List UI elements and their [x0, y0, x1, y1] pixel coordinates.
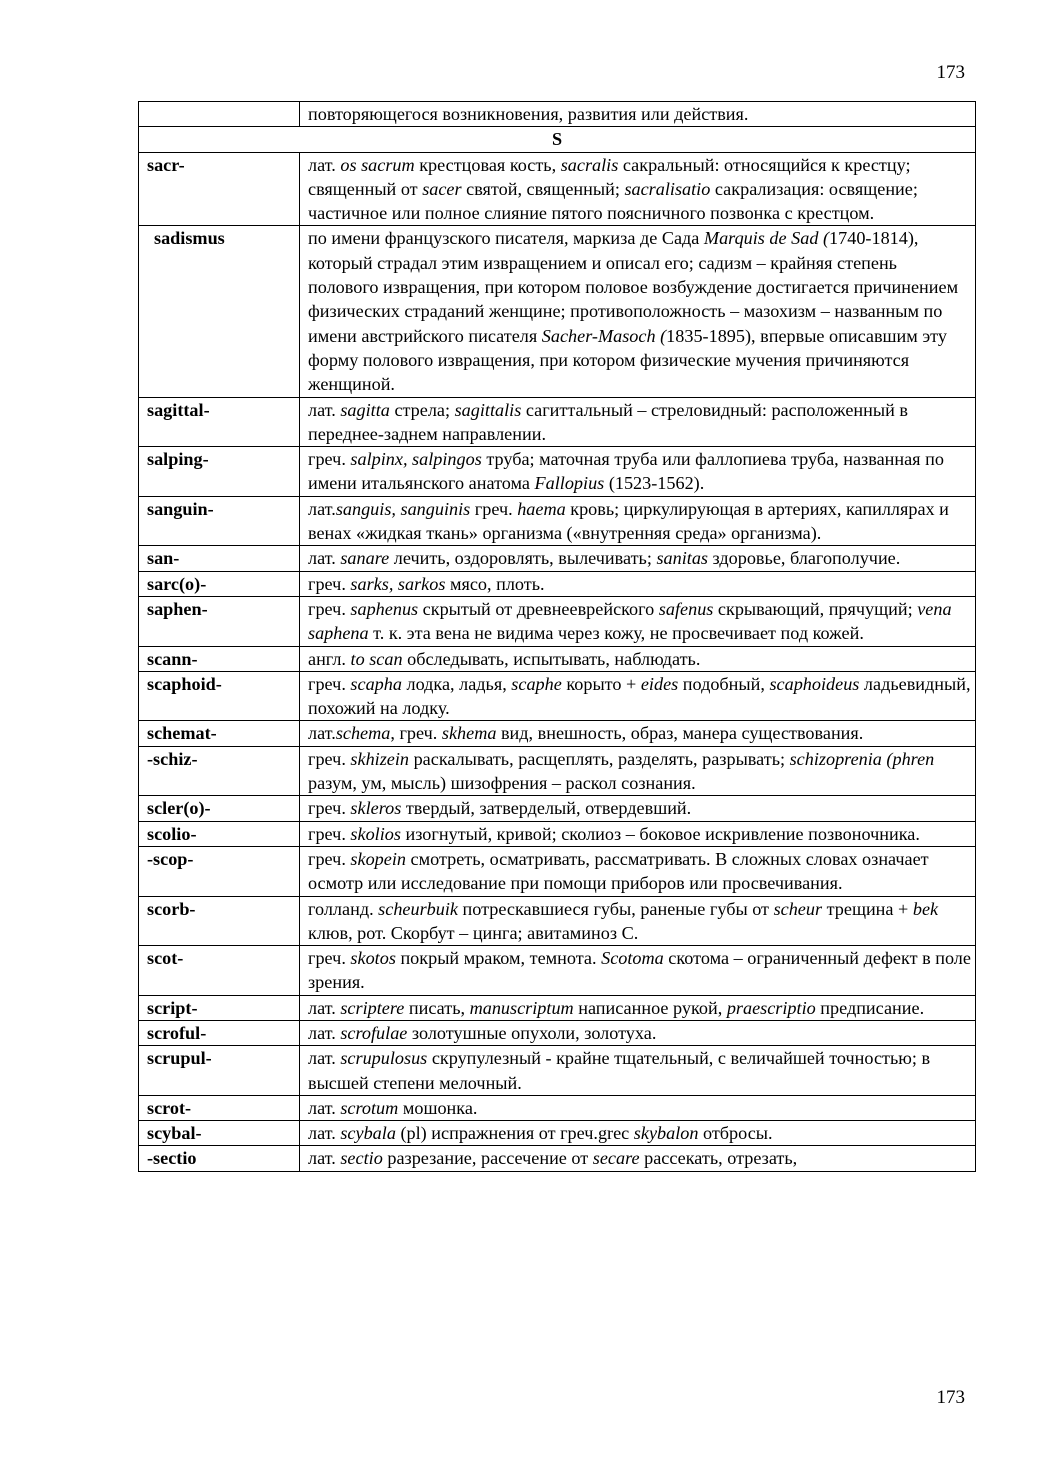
- definition-italic-text: haema: [517, 498, 566, 519]
- entry-definition: [300, 226, 976, 397]
- dictionary-table-body: [139, 102, 976, 1172]
- definition-italic-text: skhema: [441, 723, 497, 744]
- entry-term: scorb-: [139, 896, 300, 946]
- definition-text: скрывающий, прячущий;: [713, 598, 918, 619]
- section-letter: S: [139, 127, 976, 152]
- entry-term: salping-: [139, 447, 300, 497]
- entry-term: sagittal-: [139, 397, 300, 447]
- dictionary-entry-row: [139, 671, 976, 721]
- dictionary-entry-row: [139, 1121, 976, 1146]
- entry-definition: [300, 1095, 976, 1120]
- definition-text: лат.: [308, 498, 336, 519]
- entry-term: schemat-: [139, 721, 300, 746]
- definition-italic-text: sagittalis: [454, 399, 522, 420]
- dictionary-entry-row: [139, 846, 976, 896]
- definition-text: обследывать, испытывать, наблюдать.: [402, 648, 701, 669]
- entry-definition: [300, 546, 976, 571]
- entry-term: -schiz-: [139, 746, 300, 796]
- entry-term: san-: [139, 546, 300, 571]
- definition-text: лат.: [308, 1123, 341, 1144]
- entry-definition: [300, 571, 976, 596]
- definition-italic-text: sectio: [340, 1148, 383, 1169]
- definition-text: ладьевидный, похожий на лодку.: [308, 673, 971, 719]
- definition-text: трещина +: [822, 898, 913, 919]
- section-letter-row: [139, 127, 976, 152]
- definition-text: (1523-1562).: [604, 473, 705, 494]
- definition-text: золотушные опухоли, золотуха.: [407, 1022, 657, 1043]
- definition-text: греч.: [308, 598, 351, 619]
- definition-text: скотома – ограниченный дефект в поле зрения.: [308, 948, 971, 993]
- definition-italic-text: to scan: [350, 648, 403, 669]
- definition-text: писать,: [404, 997, 470, 1018]
- definition-italic-text: skopein: [350, 848, 406, 869]
- entry-term: scler(o)-: [139, 796, 300, 821]
- definition-italic-text: skhizein: [350, 748, 410, 769]
- definition-italic-text: bek: [912, 898, 939, 919]
- definition-text: покрый мраком, темнота.: [395, 948, 602, 969]
- definition-text: лодка, ладья,: [401, 673, 512, 694]
- entry-term: scaphoid-: [139, 671, 300, 721]
- entry-term: scot-: [139, 946, 300, 996]
- definition-text: по имени французского писателя, маркиза де Сада: [308, 228, 704, 249]
- definition-text: греч.: [308, 449, 351, 470]
- definition-text: крестцовая кость,: [414, 154, 561, 175]
- dictionary-table: [138, 101, 976, 1172]
- definition-text: лат.: [308, 399, 341, 420]
- entry-definition: [300, 721, 976, 746]
- entry-definition: [300, 946, 976, 996]
- entry-term: sacr-: [139, 152, 300, 226]
- definition-italic-text: sanare: [340, 548, 390, 569]
- definition-text: англ.: [308, 648, 351, 669]
- dictionary-entry-row: [139, 397, 976, 447]
- definition-text: греч.: [308, 573, 351, 594]
- definition-text: разум, ум, мысль) шизофрения – раскол сознания.: [308, 773, 696, 794]
- entry-definition: [300, 671, 976, 721]
- definition-italic-text: Scotoma: [601, 948, 664, 969]
- definition-italic-text: os sacrum: [340, 154, 415, 175]
- definition-text: лат.: [308, 1097, 341, 1118]
- definition-text: изогнутый, кривой; сколиоз – боковое искривление позвоночника.: [400, 823, 920, 844]
- definition-italic-text: scapha: [350, 673, 402, 694]
- definition-text: клюв, рот. Скорбут – цинга; авитаминоз С.: [308, 922, 639, 943]
- definition-text: сагиттальный – стреловидный: расположенный в переднее-заднем направлении.: [308, 399, 908, 444]
- definition-italic-text: sagitta: [340, 399, 390, 420]
- definition-text: разрезание, рассечение от: [382, 1148, 593, 1169]
- definition-italic-text: schema: [335, 723, 391, 744]
- definition-text: лат.: [308, 548, 341, 569]
- dictionary-entry-row: [139, 447, 976, 497]
- definition-text: стрела;: [389, 399, 455, 420]
- definition-italic-text: scaphe: [511, 673, 562, 694]
- entry-term: saphen-: [139, 596, 300, 646]
- dictionary-entry-row: [139, 1095, 976, 1120]
- dictionary-entry-row: [139, 571, 976, 596]
- definition-italic-text: scheur: [773, 898, 823, 919]
- definition-text: 1835-1895), впервые описавшим эту форму полового извращения, при котором физические мучения причиняются женщиной.: [308, 325, 947, 395]
- definition-text: скрупулезный - крайне тщательный, с величайшей точностью; в высшей степени мелочный.: [308, 1048, 931, 1093]
- definition-text: потрескавшиеся губы, раненые губы от: [457, 898, 774, 919]
- dictionary-entry-row: [139, 946, 976, 996]
- definition-italic-text: Sacher-Masoch (: [541, 325, 667, 346]
- entry-definition: [300, 995, 976, 1020]
- definition-text: , греч.: [390, 723, 442, 744]
- definition-italic-text: sacralis: [560, 154, 619, 175]
- definition-italic-text: salpinx, salpingos: [350, 449, 482, 470]
- definition-text: мясо, плоть.: [445, 573, 545, 594]
- definition-italic-text: sanguis, sanguinis: [335, 498, 471, 519]
- definition-text: вид, внешность, образ, манера существования.: [496, 723, 864, 744]
- definition-italic-text: skolios: [350, 823, 401, 844]
- entry-term: sanguin-: [139, 496, 300, 546]
- definition-text: скрытый от древнееврейского: [418, 598, 659, 619]
- definition-text: предписание.: [815, 997, 925, 1018]
- entry-definition: [300, 796, 976, 821]
- definition-text: лат.: [308, 154, 341, 175]
- entry-definition: [300, 821, 976, 846]
- definition-italic-text: skotos: [350, 948, 396, 969]
- definition-text: сакрализация: освящение; частичное или полное слияние пятого поясничного позвонка с крестцом.: [308, 178, 918, 224]
- definition-italic-text: Marquis de Sad (: [703, 228, 830, 249]
- definition-text: лат.: [308, 723, 336, 744]
- definition-text: твердый, затверделый, отвердевший.: [401, 798, 692, 819]
- definition-text: голланд.: [308, 898, 379, 919]
- entry-definition: [300, 896, 976, 946]
- definition-italic-text: scaphoideus: [769, 673, 860, 694]
- definition-italic-text: secare: [592, 1148, 640, 1169]
- dictionary-entry-row: [139, 496, 976, 546]
- definition-italic-text: Fallopius: [534, 473, 605, 494]
- definition-italic-text: scriptere: [340, 997, 405, 1018]
- entry-definition: [300, 646, 976, 671]
- dictionary-entry-row: [139, 1046, 976, 1096]
- dictionary-entry-row: [139, 226, 976, 397]
- definition-text: греч.: [470, 498, 518, 519]
- dictionary-entry-row: [139, 546, 976, 571]
- definition-text: подобный,: [678, 673, 770, 694]
- definition-text: отбросы.: [698, 1123, 773, 1144]
- entry-definition: [300, 397, 976, 447]
- dictionary-entry-row: [139, 995, 976, 1020]
- definition-text: греч.: [308, 798, 351, 819]
- dictionary-entry-row: [139, 1020, 976, 1045]
- definition-text: лат.: [308, 997, 341, 1018]
- entry-definition: [300, 152, 976, 226]
- dictionary-entry-row: [139, 721, 976, 746]
- definition-text: лечить, оздоровлять, вылечивать;: [389, 548, 657, 569]
- entry-term: scybal-: [139, 1121, 300, 1146]
- definition-italic-text: safenus: [658, 598, 714, 619]
- entry-definition: [300, 846, 976, 896]
- entry-definition: [300, 746, 976, 796]
- dictionary-entry-row: [139, 596, 976, 646]
- definition-text: рассекать, отрезать,: [639, 1148, 798, 1169]
- definition-italic-text: sarks, sarkos: [350, 573, 446, 594]
- entry-definition: [300, 1146, 976, 1171]
- definition-italic-text: sanitas: [656, 548, 708, 569]
- definition-italic-text: manuscriptum: [469, 997, 574, 1018]
- entry-term: scroful-: [139, 1020, 300, 1045]
- entry-term: sarc(o)-: [139, 571, 300, 596]
- definition-italic-text: schizoprenia (phren: [789, 748, 935, 769]
- definition-text: греч.: [308, 823, 351, 844]
- dictionary-entry-row: [139, 821, 976, 846]
- definition-italic-text: scrupulosus: [340, 1048, 428, 1069]
- continuation-text: повторяющегося возникновения, развития или действия.: [300, 102, 976, 127]
- definition-italic-text: scrofulae: [340, 1022, 408, 1043]
- definition-text: греч.: [308, 748, 351, 769]
- term-cell-empty: [139, 102, 300, 127]
- entry-definition: [300, 496, 976, 546]
- entry-term: scolio-: [139, 821, 300, 846]
- definition-text: написанное рукой,: [573, 997, 727, 1018]
- page-number-bottom: 173: [936, 1387, 965, 1408]
- entry-term: sadismus: [139, 226, 300, 397]
- entry-term: -scop-: [139, 846, 300, 896]
- definition-text: святой, священный;: [461, 178, 625, 199]
- definition-text: лат.: [308, 1148, 341, 1169]
- entry-term: scann-: [139, 646, 300, 671]
- definition-text: 1740-1814), который страдал этим извращением и описал его; садизм – крайняя степень полового извращения, при котором половое возбуждение достигается причинением физических страданий женщине; противоположность – мазохизм – названным по имени австрийского писателя: [308, 228, 959, 346]
- definition-text: раскалывать, расщеплять, разделять, разрывать;: [409, 748, 790, 769]
- definition-italic-text: scybala: [340, 1123, 396, 1144]
- definition-italic-text: scrotum: [340, 1097, 399, 1118]
- entry-term: scrot-: [139, 1095, 300, 1120]
- entry-definition: [300, 596, 976, 646]
- definition-text: мошонка.: [398, 1097, 478, 1118]
- definition-text: греч.: [308, 848, 351, 869]
- entry-definition: [300, 1046, 976, 1096]
- definition-text: (pl) испражнения от греч.grec: [395, 1123, 634, 1144]
- page-number-top: 173: [936, 62, 965, 83]
- dictionary-entry-row: [139, 896, 976, 946]
- entry-definition: [300, 1020, 976, 1045]
- definition-text: корыто +: [561, 673, 641, 694]
- dictionary-entry-row: [139, 746, 976, 796]
- definition-italic-text: eides: [640, 673, 679, 694]
- definition-italic-text: vena saphena: [308, 598, 952, 644]
- definition-text: смотреть, осматривать, рассматривать. В сложных словах означает осмотр или исследование при помощи приборов или просвечивания.: [308, 848, 929, 894]
- entry-term: script-: [139, 995, 300, 1020]
- definition-text: т. к. эта вена не видима через кожу, не просвечивает под кожей.: [368, 623, 864, 644]
- definition-italic-text: skybalon: [633, 1123, 699, 1144]
- definition-text: сакральный: относящийся к крестцу; священный от: [308, 154, 911, 199]
- definition-text: лат.: [308, 1022, 341, 1043]
- entry-definition: [300, 1121, 976, 1146]
- definition-italic-text: praescriptio: [726, 997, 816, 1018]
- definition-italic-text: sacer: [422, 178, 462, 199]
- definition-text: труба; маточная труба или фаллопиева труба, названная по имени итальянского анатома: [308, 449, 944, 494]
- entry-term: -sectio: [139, 1146, 300, 1171]
- definition-italic-text: sacralisatio: [624, 178, 711, 199]
- definition-text: лат.: [308, 1048, 341, 1069]
- continuation-row: [139, 102, 976, 127]
- definition-text: здоровье, благополучие.: [708, 548, 901, 569]
- definition-italic-text: skleros: [350, 798, 402, 819]
- definition-text: греч.: [308, 948, 351, 969]
- dictionary-entry-row: [139, 796, 976, 821]
- definition-text: греч.: [308, 673, 351, 694]
- definition-italic-text: scheurbuik: [378, 898, 458, 919]
- definition-italic-text: saphenus: [350, 598, 419, 619]
- entry-definition: [300, 447, 976, 497]
- dictionary-entry-row: [139, 646, 976, 671]
- definition-text: кровь; циркулирующая в артериях, капиллярах и венах «жидкая ткань» организма («внутренняя среда» организма).: [308, 498, 949, 544]
- entry-term: scrupul-: [139, 1046, 300, 1096]
- dictionary-entry-row: [139, 152, 976, 226]
- dictionary-entry-row: [139, 1146, 976, 1171]
